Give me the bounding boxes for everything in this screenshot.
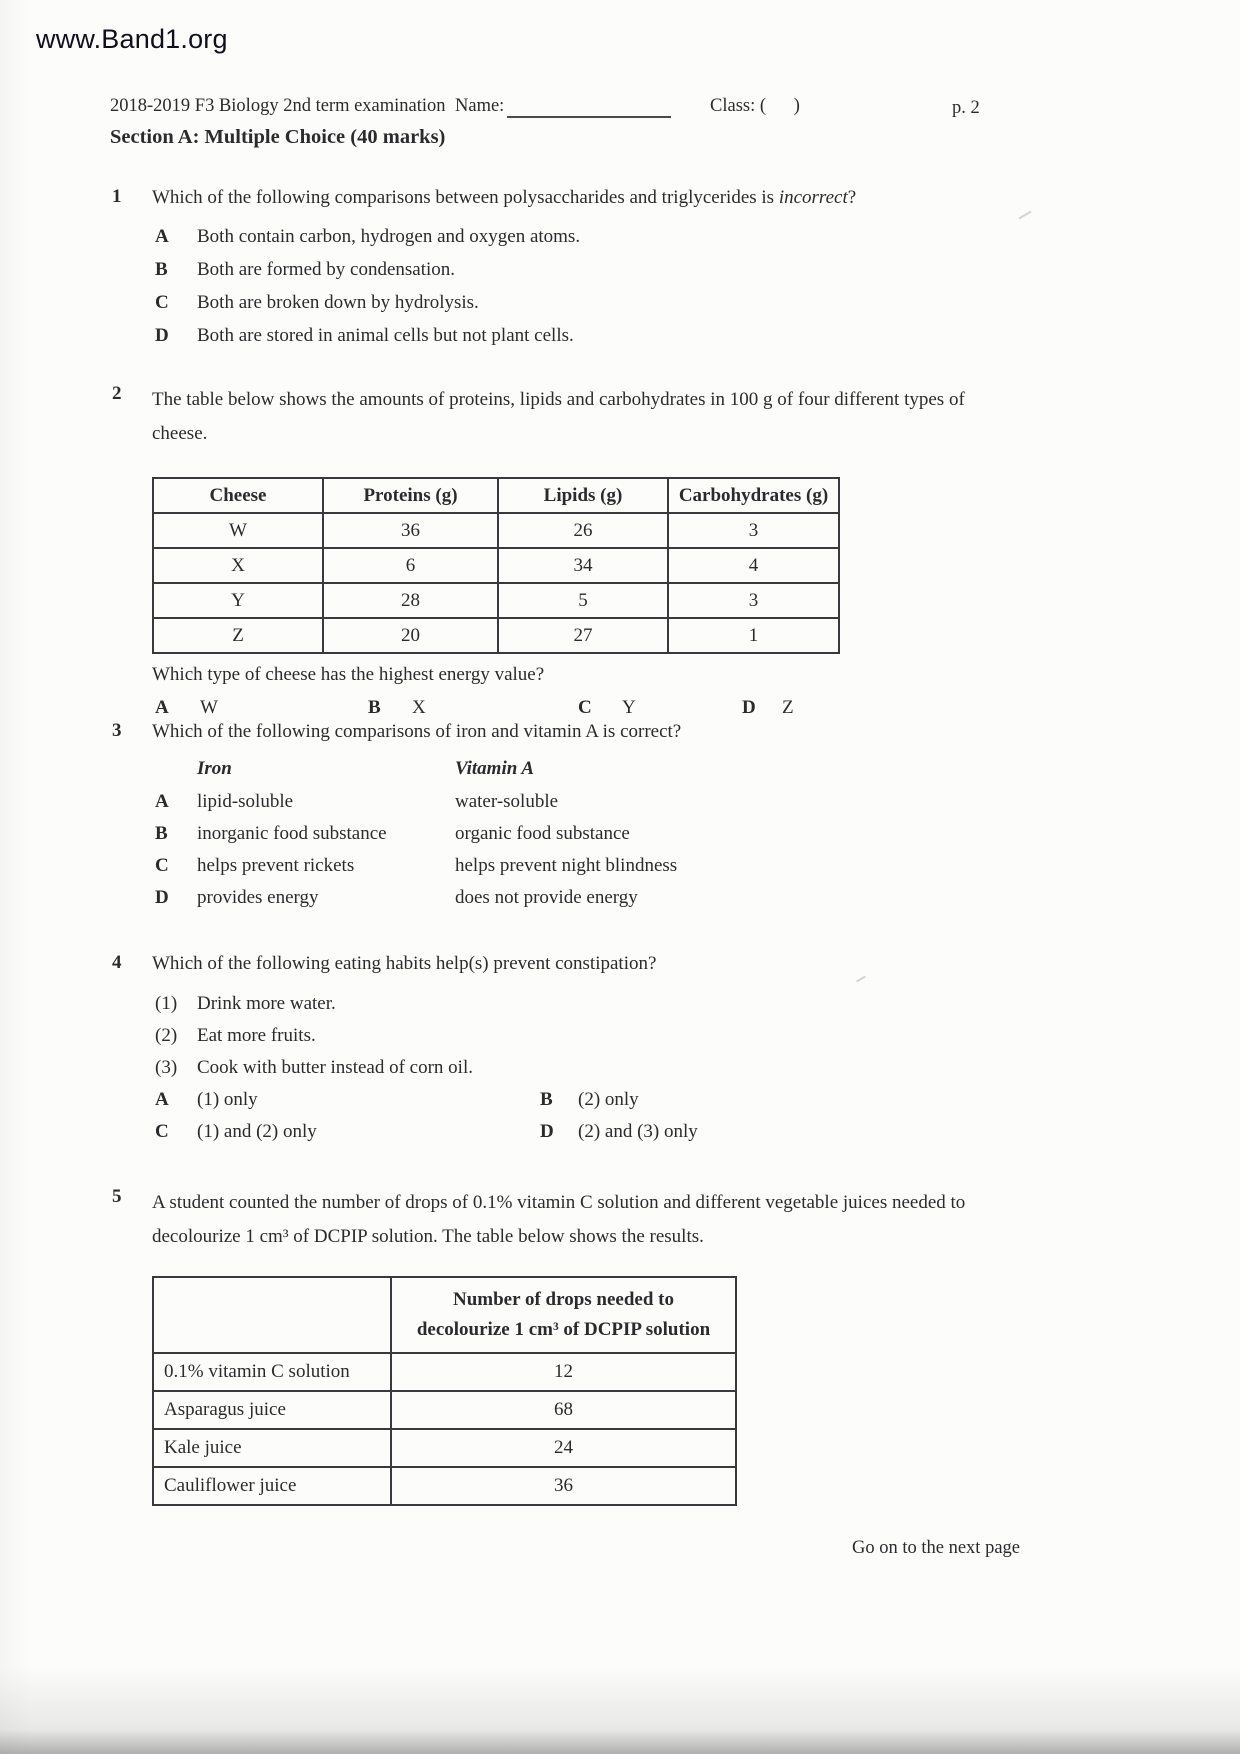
cell: Y [153, 583, 323, 618]
q3-option-d [110, 882, 1130, 914]
option-letter: A [155, 791, 169, 812]
col-header-proteins: Proteins (g) [323, 478, 498, 513]
option-col1: provides energy [197, 887, 319, 908]
cell: 27 [498, 618, 668, 653]
question-2-stem [152, 383, 1130, 451]
option-letter: D [155, 887, 169, 908]
header-line-2: decolourize 1 cm³ of DCPIP solution [416, 1319, 711, 1340]
option-letter: B [155, 823, 168, 844]
question-2 [110, 383, 1130, 724]
row-label: Cauliflower juice [153, 1467, 391, 1505]
page-number: p. 2 [952, 98, 980, 118]
cell: 5 [498, 583, 668, 618]
option-col2: does not provide energy [455, 887, 638, 908]
cell: 3 [668, 513, 839, 548]
option-text: (1) only [197, 1089, 258, 1110]
comparison-headers [110, 752, 1130, 786]
option-text: Both contain carbon, hydrogen and oxygen atoms. [197, 226, 581, 247]
table-row [153, 583, 839, 618]
option-col1: lipid-soluble [197, 791, 294, 812]
q3-option-c [110, 850, 1130, 882]
option-text: Both are formed by condensation. [197, 259, 456, 280]
option-col1: inorganic food substance [197, 823, 387, 844]
cell: 3 [668, 583, 839, 618]
question-5 [110, 1186, 1130, 1506]
table-row [153, 548, 839, 583]
footer-note: Go on to the next page [852, 1538, 1020, 1558]
table-row [153, 1353, 736, 1391]
q3-option-a [110, 786, 1130, 818]
cell: 28 [323, 583, 498, 618]
option-letter: B [368, 697, 381, 718]
question-4-stem: Which of the following eating habits help(s) prevent constipation? [152, 953, 657, 974]
question-3-number: 3 [112, 720, 122, 741]
stem-line-2: cheese. [152, 423, 208, 444]
col-header-drops [391, 1277, 736, 1353]
q4-statement-1 [110, 988, 1130, 1020]
exam-header [110, 96, 1140, 126]
option-col2: water-soluble [455, 791, 559, 812]
statement-label: (2) [155, 1025, 178, 1046]
cell: W [153, 513, 323, 548]
statement-text: Cook with butter instead of corn oil. [197, 1057, 473, 1078]
option-letter: D [155, 325, 169, 346]
option-text: (2) only [578, 1089, 639, 1110]
option-letter: D [742, 697, 756, 718]
option-text: Both are broken down by hydrolysis. [197, 292, 479, 313]
q4-statement-3 [110, 1052, 1130, 1084]
q4-statement-2 [110, 1020, 1130, 1052]
empty-header-cell [153, 1277, 391, 1353]
q4-options-row-2 [110, 1116, 1130, 1148]
stem-line-1: A student counted the number of drops of 0.1% vitamin C solution and different vegetable juices needed to [152, 1192, 966, 1213]
question-1-number: 1 [112, 186, 122, 207]
table-row [153, 513, 839, 548]
cell: 26 [498, 513, 668, 548]
col2-header: Vitamin A [455, 758, 535, 779]
option-text: Z [782, 697, 794, 718]
cheese-table [152, 477, 840, 654]
option-letter: B [540, 1089, 553, 1110]
stem-text-post: ? [847, 187, 857, 208]
option-letter: A [155, 226, 169, 247]
option-letter: C [578, 697, 592, 718]
option-letter: B [155, 259, 168, 280]
cell: X [153, 548, 323, 583]
row-label: Asparagus juice [153, 1391, 391, 1429]
row-label: 0.1% vitamin C solution [153, 1353, 391, 1391]
row-label: Kale juice [153, 1429, 391, 1467]
stem-italic-word: incorrect [778, 187, 848, 208]
exam-title: 2018-2019 F3 Biology 2nd term examination [110, 96, 446, 116]
cell: 1 [668, 618, 839, 653]
dcpip-table [152, 1276, 737, 1506]
col-header-lipids: Lipids (g) [498, 478, 668, 513]
statement-text: Eat more fruits. [197, 1025, 316, 1046]
option-text: Both are stored in animal cells but not plant cells. [197, 325, 574, 346]
q1-option-d [110, 319, 1130, 352]
statement-label: (3) [155, 1057, 178, 1078]
question-3-stem: Which of the following comparisons of iron and vitamin A is correct? [152, 721, 682, 742]
col-header-carbohydrates: Carbohydrates (g) [668, 478, 839, 513]
header-line-1: Number of drops needed to [453, 1289, 674, 1310]
question-1-stem [152, 186, 1130, 210]
question-3 [110, 720, 1130, 914]
row-value: 24 [391, 1429, 736, 1467]
watermark: www.Band1.org [36, 24, 228, 54]
q4-options-row-1 [110, 1084, 1130, 1116]
table-row [153, 1467, 736, 1505]
question-4-number: 4 [112, 952, 122, 973]
statement-label: (1) [155, 993, 178, 1014]
question-5-number: 5 [112, 1186, 122, 1207]
option-col2: helps prevent night blindness [455, 855, 678, 876]
col-header-cheese: Cheese [153, 478, 323, 513]
option-text: W [200, 697, 218, 718]
cell: 36 [323, 513, 498, 548]
question-2-number: 2 [112, 383, 122, 404]
row-value: 36 [391, 1467, 736, 1505]
option-letter: A [155, 697, 169, 718]
col1-header: Iron [197, 758, 232, 779]
question-2-subquestion: Which type of cheese has the highest energy value? [152, 664, 545, 685]
option-letter: C [155, 292, 169, 313]
cell: 20 [323, 618, 498, 653]
option-text: (1) and (2) only [197, 1121, 317, 1142]
name-blank-line [507, 116, 671, 118]
table-row [153, 1429, 736, 1467]
table-row [153, 1391, 736, 1429]
q3-option-b [110, 818, 1130, 850]
cell: 34 [498, 548, 668, 583]
stem-line-2: decolourize 1 cm³ of DCPIP solution. The table below shows the results. [152, 1226, 704, 1247]
option-letter: C [155, 1121, 169, 1142]
option-letter: D [540, 1121, 554, 1142]
q1-option-b [110, 253, 1130, 286]
option-text: X [412, 697, 426, 718]
table-header-row [153, 478, 839, 513]
section-title: Section A: Multiple Choice (40 marks) [110, 126, 446, 148]
stem-line-1: The table below shows the amounts of proteins, lipids and carbohydrates in 100 g of four different types of [152, 389, 965, 410]
cell: 6 [323, 548, 498, 583]
option-letter: A [155, 1089, 169, 1110]
question-1 [110, 186, 1130, 352]
row-value: 68 [391, 1391, 736, 1429]
cell: 4 [668, 548, 839, 583]
option-col1: helps prevent rickets [197, 855, 355, 876]
class-label: Class: ( ) [710, 96, 800, 116]
table-row [153, 618, 839, 653]
table-header-row [153, 1277, 736, 1353]
option-col2: organic food substance [455, 823, 630, 844]
option-text: (2) and (3) only [578, 1121, 698, 1142]
question-4 [110, 952, 1130, 1148]
option-text: Y [622, 697, 636, 718]
statement-text: Drink more water. [197, 993, 336, 1014]
cell: Z [153, 618, 323, 653]
q1-option-a [110, 220, 1130, 253]
stem-text: Which of the following comparisons between polysaccharides and triglycerides is [152, 187, 779, 208]
question-5-stem [152, 1186, 1130, 1254]
row-value: 12 [391, 1353, 736, 1391]
name-label: Name: [455, 96, 505, 116]
option-letter: C [155, 855, 169, 876]
q1-option-c [110, 286, 1130, 319]
